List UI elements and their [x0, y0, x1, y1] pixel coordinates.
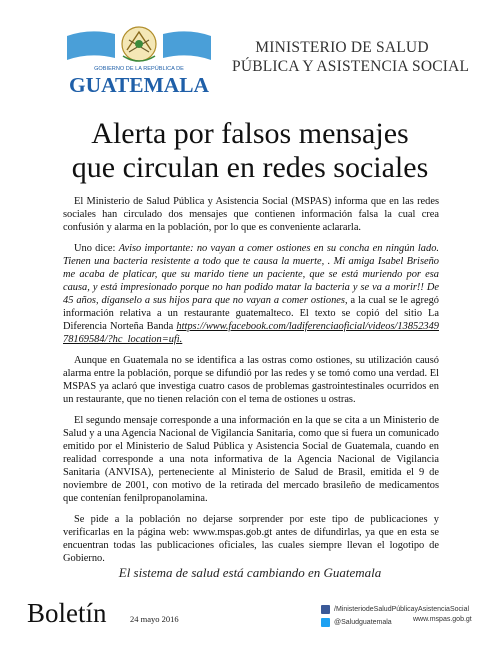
twitter-handle[interactable]: @Saludguatemala — [334, 619, 392, 626]
paragraph-4: El segundo mensaje corresponde a una información en la que se cita a un Ministerio de Salud y a una Agencia Nacional de Vigilancia Sanitaria, como que si fuera un comunicado emitido por el Ministerio de Salud Pública y Asistencia Social de Guatemala, cuando en realidad corresponde a una nota informativa de la Agencia Nacional de Vigilancia Sanitaria (ANVISA), perteneciente al Ministerio de Salud de Brasil, emitida el 9 de noviembre de 2001, con motivo de la retirada del mercado brasileño de medicamentos que contenían fenilpropanolamina. — [63, 415, 439, 504]
facebook-source-link[interactable]: https://www.facebook.com/ladiferenciaoficial/videos/1385234978169584/?hc_location=ufi. — [63, 320, 439, 345]
paragraph-2-rest: , a la cual se le agregó información relativa a un restaurante guatemalteco. El texto se copió del sitio La Diferencia Norteña Banda — [63, 294, 440, 332]
facebook-row[interactable] — [321, 603, 481, 616]
boletin-title: Boletín — [27, 598, 107, 628]
title-line-1: Alerta por falsos mensajes — [91, 117, 409, 150]
paragraph-3: Aunque en Guatemala no se identifica a las ostras como ostiones, su utilización causó alarma entre la población, porque se difundió por las redes y se tomó como una verdad. El MSPAS ya aclaró que investiga cuatro casos de problemas gastrointestinales ocurridos en un restaurante, que no tienen relación con el tema de ostiones u ostras. — [63, 354, 439, 405]
facebook-icon — [321, 605, 330, 614]
logo-word: GUATEMALA — [69, 73, 210, 97]
paragraph-5: Se pide a la población no dejarse sorprender por este tipo de publicaciones y verificarlas en la página web: www.mspas.gob.gt antes de difundirlas, ya que en esta se encuentran todas las publicaciones oficiales, las cuales siempre llevan el logotipo de Gobierno. — [63, 513, 439, 564]
facebook-handle[interactable]: /MinisteriodeSaludPúblicayAsistenciaSocial — [334, 606, 470, 613]
twitter-icon — [321, 618, 330, 627]
guatemala-government-logo — [65, 22, 213, 98]
website-link[interactable]: www.mspas.gob.gt — [413, 616, 472, 623]
page-title — [0, 117, 500, 185]
logo-top-line: GOBIERNO DE LA REPÚBLICA DE — [94, 66, 184, 72]
title-line-2: que circulan en redes sociales — [71, 151, 429, 184]
publication-date: 24 mayo 2016 — [130, 614, 179, 624]
article-body — [63, 196, 439, 574]
paragraph-1: El Ministerio de Salud Pública y Asistencia Social (MSPAS) informa que en las redes sociales han circulado dos mensajes que contienen información falsa la cual crea confusión y alarma en la población, por lo que es conveniente aclararla. — [63, 196, 439, 233]
ministry-name — [232, 38, 470, 76]
paragraph-2 — [63, 243, 439, 346]
ministry-line-2: PÚBLICA Y ASISTENCIA SOCIAL — [232, 58, 470, 75]
coat-of-arms-icon — [122, 27, 156, 61]
slogan: El sistema de salud está cambiando en Guatemala — [118, 565, 382, 580]
quoted-message: Aviso importante: no vayan a comer ostiones en su concha en ningún lado. Tienen una bacteria resistente a todo que te causa la muerte, . Mi amiga Isabel Briseño me acaba de platicar, que su marido tiene un paciente, que se está muriendo por esa causa, y está impresionado porque no han podido matar la bacteria y se va a morir!! De 45 años, díganselo a sus hijos para que no vayan a comer ostiones — [63, 243, 439, 306]
flag-left-icon — [67, 31, 115, 60]
flag-right-icon — [163, 31, 211, 60]
paragraph-2-intro: Uno dice: — [74, 243, 119, 255]
ministry-line-1: MINISTERIO DE SALUD — [255, 39, 429, 56]
